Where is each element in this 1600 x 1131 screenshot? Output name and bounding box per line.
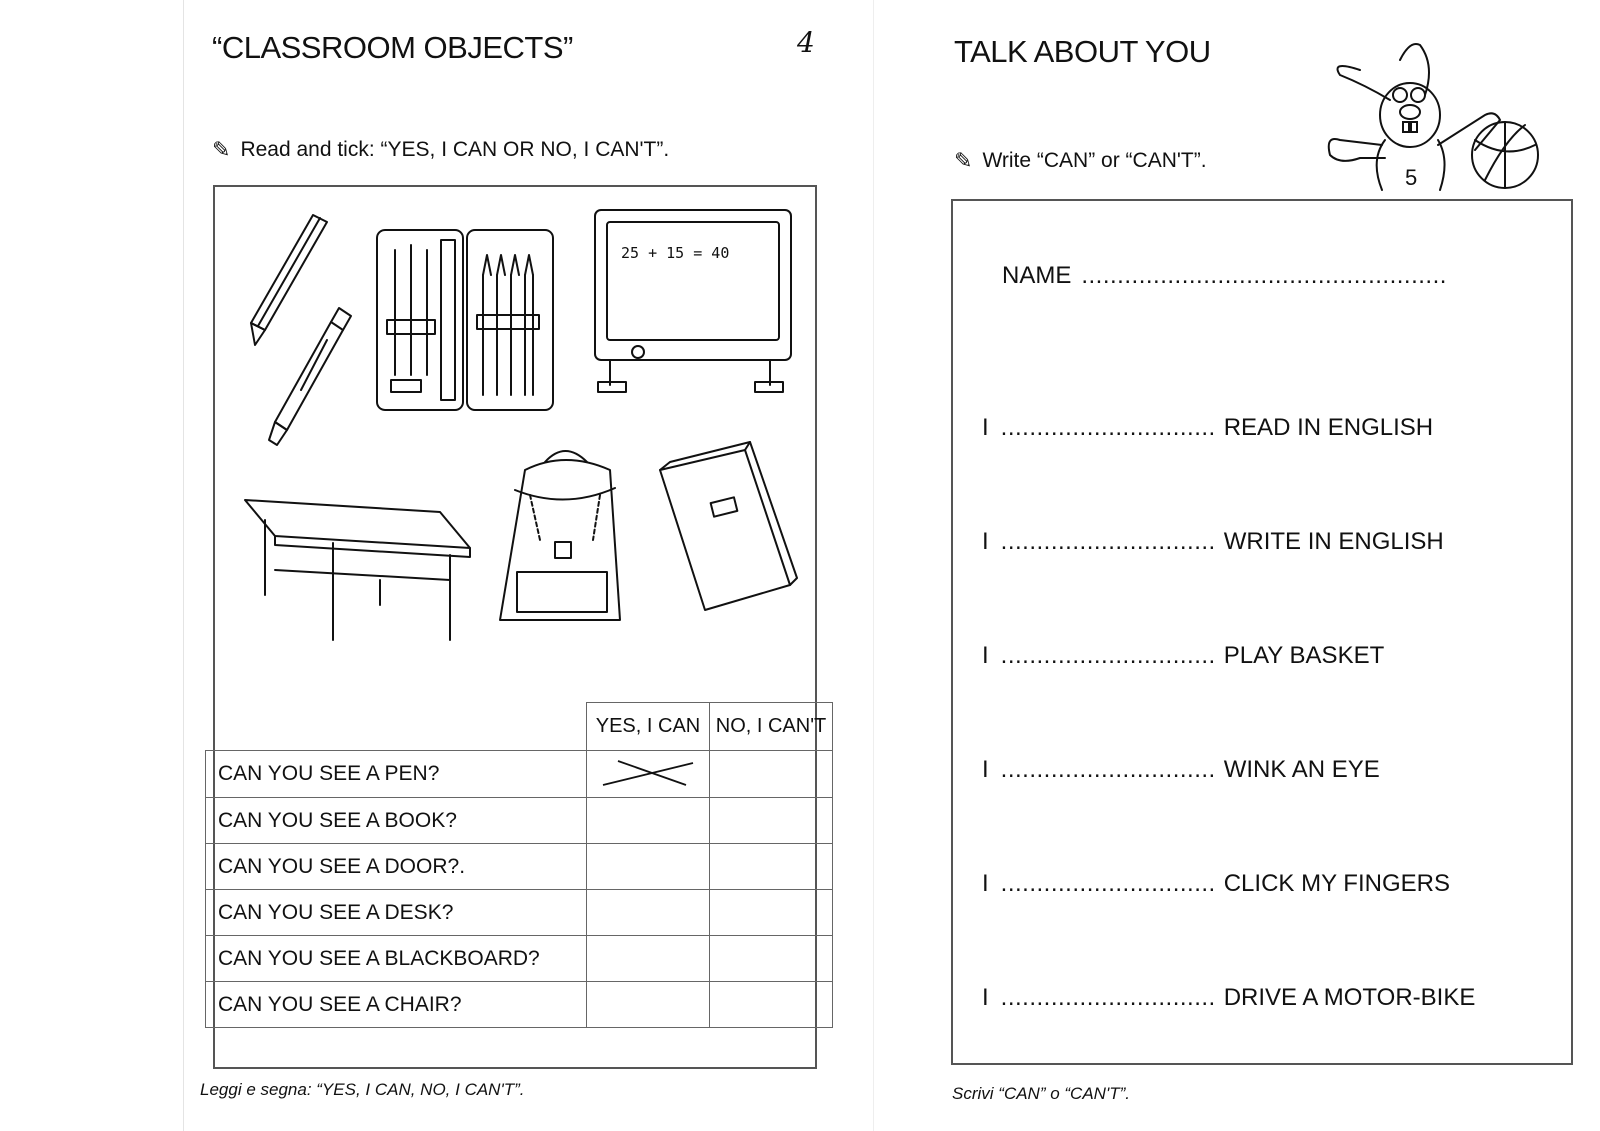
book-icon <box>660 442 797 610</box>
left-instruction <box>212 137 669 163</box>
statement-row <box>982 984 1475 1012</box>
table-row <box>206 890 833 936</box>
page-number: 4 <box>797 26 815 59</box>
table-row <box>206 936 833 982</box>
statement-row <box>982 642 1384 670</box>
right-exercise-box <box>951 199 1573 1065</box>
statement-row <box>982 756 1380 784</box>
tick-cross-mark <box>598 751 698 791</box>
question-cell: CAN YOU SEE A PEN? <box>206 751 587 798</box>
yes-checkbox-cell[interactable] <box>587 751 710 798</box>
statement-text: READ IN ENGLISH <box>1223 414 1434 441</box>
no-checkbox-cell[interactable] <box>710 936 833 982</box>
question-cell: CAN YOU SEE A BOOK? <box>206 798 587 844</box>
name-line <box>1002 262 1447 290</box>
question-cell: CAN YOU SEE A DOOR?. <box>206 844 587 890</box>
desk-icon <box>245 500 470 640</box>
yes-checkbox-cell[interactable] <box>587 890 710 936</box>
table-row <box>206 798 833 844</box>
name-label: NAME <box>1002 262 1072 289</box>
question-cell: CAN YOU SEE A DESK? <box>206 890 587 936</box>
yes-checkbox-cell[interactable] <box>587 844 710 890</box>
statement-blank[interactable]: .............................. <box>1000 870 1216 897</box>
statement-text: PLAY BASKET <box>1223 642 1385 669</box>
no-checkbox-cell[interactable] <box>710 798 833 844</box>
pencil-icon: ✎ <box>954 148 973 173</box>
statement-subject: I <box>982 414 989 441</box>
statement-blank[interactable]: .............................. <box>1000 984 1216 1011</box>
statement-text: WRITE IN ENGLISH <box>1223 528 1444 555</box>
statement-row <box>982 414 1433 442</box>
statement-subject: I <box>982 984 989 1011</box>
yes-checkbox-cell[interactable] <box>587 798 710 844</box>
col-yes-header: YES, I CAN <box>587 703 710 751</box>
statement-subject: I <box>982 756 989 783</box>
statement-subject: I <box>982 528 989 555</box>
pencil-case-icon <box>377 230 553 410</box>
statement-text: WINK AN EYE <box>1223 756 1380 783</box>
statement-blank[interactable]: .............................. <box>1000 414 1216 441</box>
table-row <box>206 982 833 1028</box>
pencil-icon <box>251 215 327 345</box>
blackboard-icon <box>595 210 791 392</box>
right-footer: Scrivi “CAN” o “CAN'T”. <box>952 1084 1130 1103</box>
statement-blank[interactable]: .............................. <box>1000 756 1216 783</box>
left-page-title: “CLASSROOM OBJECTS” <box>212 30 573 65</box>
statement-blank[interactable]: .............................. <box>1000 642 1216 669</box>
statement-row <box>982 870 1450 898</box>
can-you-see-table <box>205 702 833 1028</box>
statement-text: DRIVE A MOTOR-BIKE <box>1223 984 1476 1011</box>
no-checkbox-cell[interactable] <box>710 890 833 936</box>
no-checkbox-cell[interactable] <box>710 982 833 1028</box>
right-instruction-text: Write “CAN” or “CAN'T”. <box>982 149 1207 172</box>
rabbit-basketball-icon <box>1310 40 1560 200</box>
no-checkbox-cell[interactable] <box>710 751 833 798</box>
statement-text: CLICK MY FINGERS <box>1223 870 1450 897</box>
question-cell: CAN YOU SEE A BLACKBOARD? <box>206 936 587 982</box>
classroom-illustrations <box>215 200 815 680</box>
right-instruction <box>954 148 1207 174</box>
schoolbag-icon <box>500 451 620 620</box>
statement-subject: I <box>982 870 989 897</box>
pencil-icon: ✎ <box>212 137 231 162</box>
yes-checkbox-cell[interactable] <box>587 982 710 1028</box>
jersey-number: 5 <box>1405 165 1418 190</box>
blackboard-text: 25 + 15 = 40 <box>621 244 730 262</box>
statement-row <box>982 528 1444 556</box>
table-header-blank <box>206 703 587 751</box>
statement-subject: I <box>982 642 989 669</box>
yes-checkbox-cell[interactable] <box>587 936 710 982</box>
statement-blank[interactable]: .............................. <box>1000 528 1216 555</box>
pen-icon <box>269 308 351 445</box>
question-cell: CAN YOU SEE A CHAIR? <box>206 982 587 1028</box>
name-dots[interactable]: ................................................... <box>1081 262 1447 289</box>
left-instruction-text: Read and tick: “YES, I CAN OR NO, I CAN'T”. <box>240 138 670 161</box>
col-no-header: NO, I CAN'T <box>710 703 833 751</box>
left-footer: Leggi e segna: “YES, I CAN, NO, I CAN'T”. <box>200 1080 525 1099</box>
right-page-title: TALK ABOUT YOU <box>954 34 1211 69</box>
table-row <box>206 844 833 890</box>
table-row <box>206 751 833 798</box>
no-checkbox-cell[interactable] <box>710 844 833 890</box>
